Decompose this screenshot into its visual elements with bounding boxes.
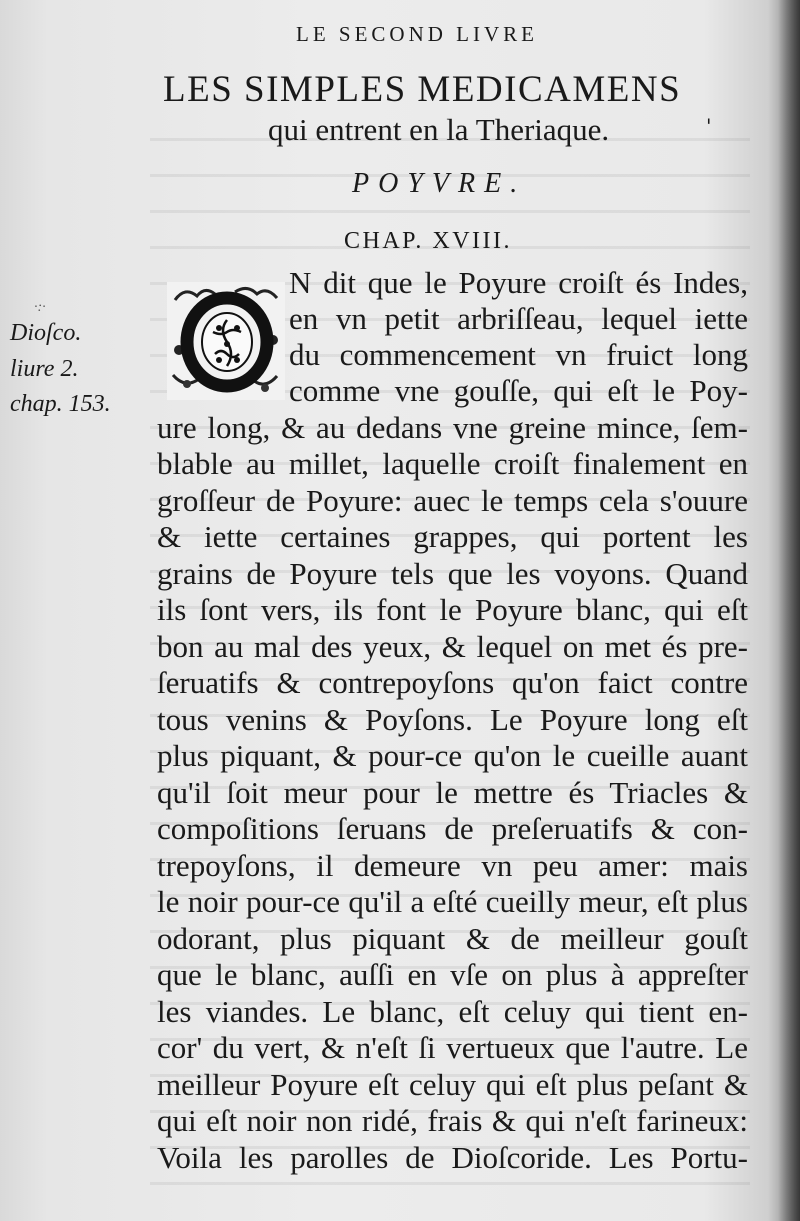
margin-dots: ·:· — [34, 300, 46, 315]
margin-note-line: chap. 153. — [10, 391, 111, 417]
margin-note-line: Dioſco. — [10, 320, 82, 346]
body-line: que le blanc, auſſi en vſe on plus à appreſter — [157, 957, 748, 992]
body-line: grains de Poyure tels que les voyons. Quand — [157, 556, 748, 591]
body-line: compoſitions ſeruans de preſeruatifs & con- — [157, 811, 748, 846]
body-line: blable au millet, laquelle croiſt finalement en — [157, 446, 748, 481]
title-line-2: qui entrent en la Theriaque. — [268, 112, 610, 147]
margin-note — [10, 300, 155, 423]
body-line: en vn petit arbriſſeau, lequel iette — [289, 301, 748, 336]
title-mark: ' — [706, 114, 712, 138]
body-line: ſeruatifs & contrepoyſons qu'on faict contre — [157, 665, 748, 700]
running-head: LE SECOND LIVRE — [296, 22, 538, 46]
subject-heading: POYVRE. — [352, 168, 527, 199]
body-line: du commencement vn fruict long — [289, 337, 748, 372]
body-line: tous venins & Poyſons. Le Poyure long eſt — [157, 702, 748, 737]
body-line: bon au mal des yeux, & lequel on met és pre- — [157, 629, 748, 664]
body-line: N dit que le Poyure croiſt és Indes, — [289, 265, 748, 300]
body-line: le noir pour-ce qu'il a eſté cueilly meur, eſt plus — [157, 884, 748, 919]
margin-note-line: liure 2. — [10, 355, 79, 382]
body-line: & iette certaines grappes, qui portent les — [157, 519, 748, 554]
ornamental-initial-icon — [165, 280, 287, 402]
body-line: meilleur Poyure eſt celuy qui eſt plus peſant & — [157, 1067, 748, 1102]
title-line-1: LES SIMPLES MEDICAMENS — [163, 69, 682, 110]
page-gutter-shadow — [778, 0, 800, 1221]
body-line: comme vne gouſſe, qui eſt le Poy- — [289, 373, 748, 408]
body-line: cor' du vert, & n'eſt ſi vertueux que l'autre. Le — [157, 1030, 748, 1065]
body-line: plus piquant, & pour-ce qu'on le cueille auant — [157, 738, 748, 773]
body-line: les viandes. Le blanc, eſt celuy qui tient en- — [157, 994, 748, 1029]
body-line: odorant, plus piquant & de meilleur gouſt — [157, 921, 748, 956]
body-line: ils ſont vers, ils font le Poyure blanc, qui eſt — [157, 592, 748, 627]
body-line: qu'il ſoit meur pour le mettre és Triacles & — [157, 775, 748, 810]
body-line: qui eſt noir non ridé, frais & qui n'eſt farineux: — [157, 1103, 748, 1138]
body-line: groſſeur de Poyure: auec le temps cela s'ouure — [157, 483, 748, 518]
body-line: Voila les parolles de Dioſcoride. Les Portu- — [157, 1140, 748, 1175]
chapter-heading: CHAP. XVIII. — [344, 228, 512, 254]
body-line: trepoyſons, il demeure vn peu amer: mais — [157, 848, 748, 883]
body-line: ure long, & au dedans vne greine mince, ſem- — [157, 410, 748, 445]
